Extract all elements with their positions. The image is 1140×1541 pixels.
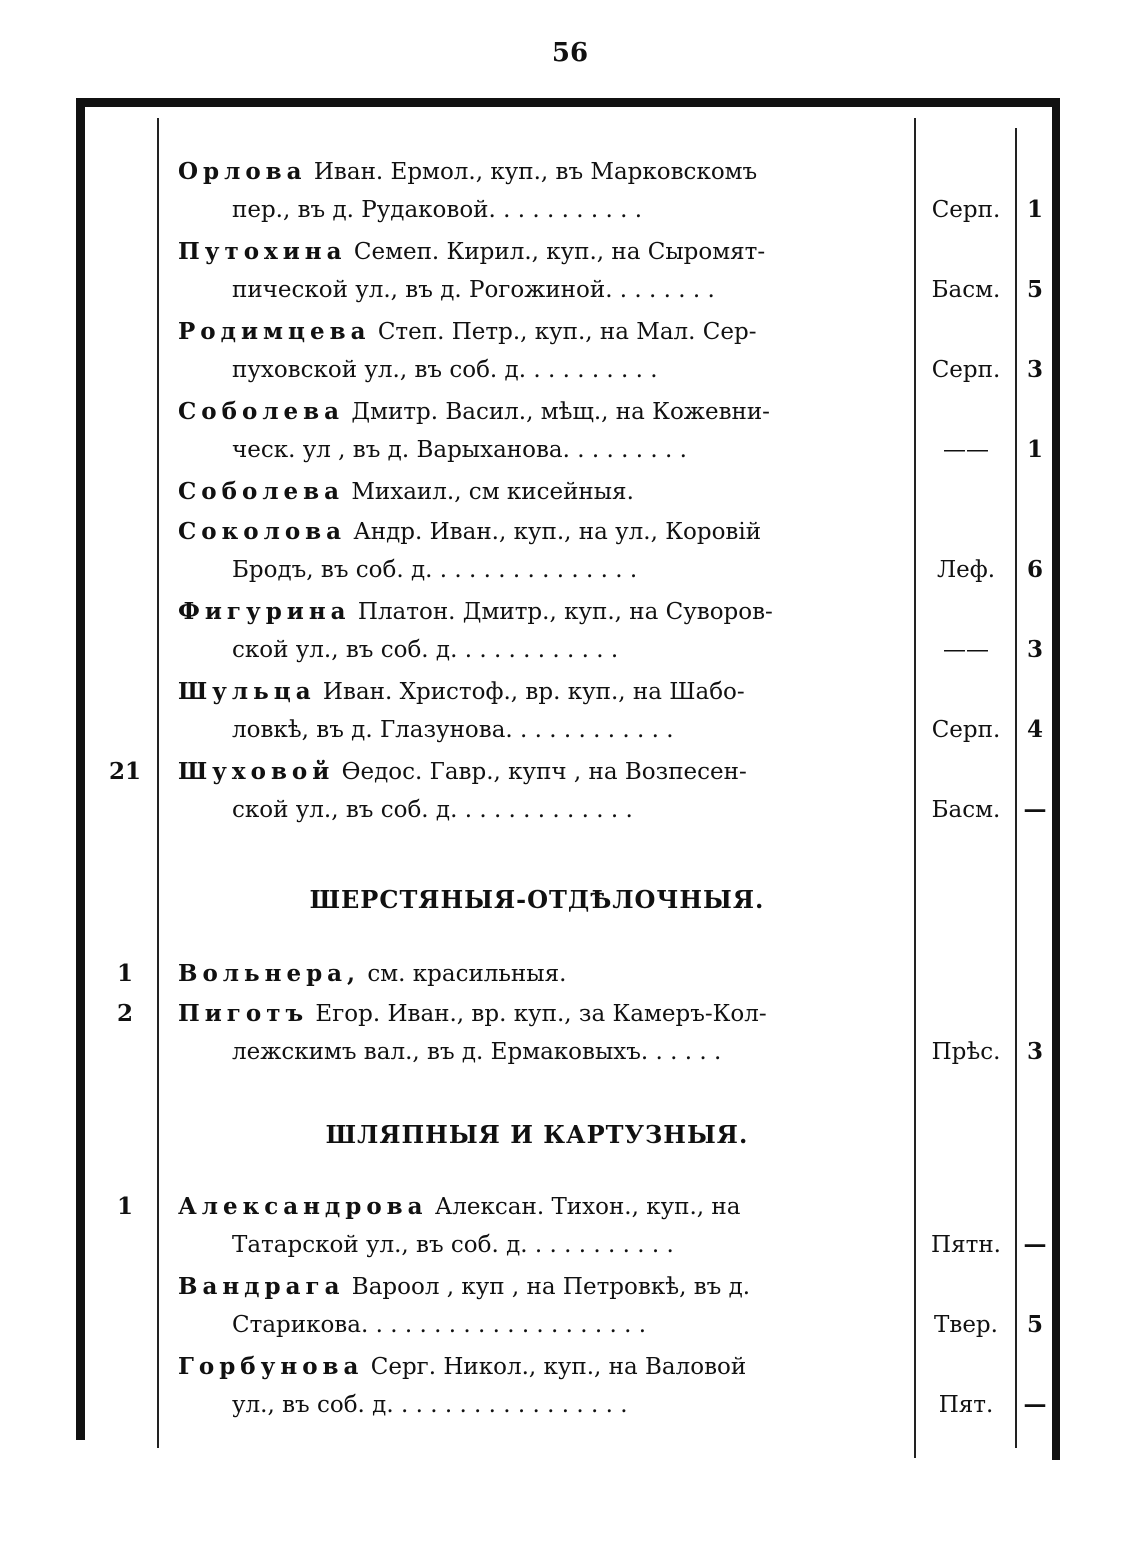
entry-district: Басм. — [931, 277, 1001, 303]
entry-details: Степ. Петр., куп., на Мал. Сер- — [370, 319, 757, 345]
entry-line-1 — [178, 593, 773, 631]
entry-quarter: 5 — [1026, 276, 1043, 303]
entry-number: 1 — [116, 1193, 133, 1220]
entry-details: Серг. Никол., куп., на Валовой — [363, 1354, 747, 1380]
entry-details: Платон. Дмитр., куп., на Суворов- — [350, 599, 773, 625]
entry-district: Серп. — [931, 717, 1001, 743]
frame-left-rule — [76, 98, 85, 1440]
entry-details: Михаил., см кисейныя. — [344, 479, 634, 505]
entry-details: Егор. Иван., вр. куп., за Камеръ-Кол- — [308, 1001, 767, 1027]
entry-quarter: 1 — [1026, 196, 1043, 223]
entry-surname: Орлова — [178, 158, 307, 185]
entry-surname: Соболева — [178, 398, 345, 425]
entry-line-1 — [178, 233, 765, 271]
entry-line-2: Бродъ, въ соб. д. . . . . . . . . . . . . . . — [232, 557, 638, 583]
entry-surname: Родимцева — [178, 318, 371, 345]
entry-line-2: ловкѣ, въ д. Глазунова. . . . . . . . . . . . — [232, 717, 674, 743]
entry-line-1 — [178, 1268, 750, 1306]
entry-district: —— — [943, 437, 989, 463]
entry-line-2: пуховской ул., въ соб. д. . . . . . . . . . — [232, 357, 658, 383]
page-number: 56 — [551, 38, 589, 68]
entry-district: Леф. — [936, 557, 996, 583]
entry-quarter: — — [1023, 1391, 1047, 1418]
entry-district: Пят. — [938, 1392, 994, 1418]
entry-line-2: ческ. ул , въ д. Варыханова. . . . . . . . . — [232, 437, 687, 463]
entry-details: Семеп. Кирил., куп., на Сыромят- — [346, 239, 766, 265]
entry-district: Твер. — [934, 1312, 998, 1338]
entry-quarter: 4 — [1026, 716, 1043, 743]
entry-quarter: 3 — [1026, 356, 1043, 383]
entry-surname: Шульца — [178, 678, 316, 705]
entry-quarter: 5 — [1026, 1311, 1043, 1338]
entry-surname: Путохина — [178, 238, 347, 265]
entry-line-1 — [178, 473, 634, 511]
entry-details: Алексан. Тихон., куп., на — [427, 1194, 741, 1220]
entry-details: Иван. Ермол., куп., въ Марковскомъ — [306, 159, 758, 185]
entry-number: 1 — [116, 960, 133, 987]
entry-surname: Соболева — [178, 478, 345, 505]
entry-details: Андр. Иван., куп., на ул., Коровій — [346, 519, 762, 545]
entry-line-2: Старикова. . . . . . . . . . . . . . . . . . . . — [232, 1312, 647, 1338]
entry-details: Иван. Христоф., вр. куп., на Шабо- — [315, 679, 745, 705]
entry-line-1 — [178, 313, 756, 351]
entry-surname: Соколова — [178, 518, 347, 545]
entry-line-1 — [178, 995, 767, 1033]
column-divider-quarter — [1015, 128, 1017, 1448]
entry-surname: Шуховой — [178, 758, 335, 785]
entry-surname: Вандрага — [178, 1273, 345, 1300]
entry-line-1 — [178, 393, 770, 431]
entry-number: 2 — [116, 1000, 133, 1027]
entry-line-2: пер., въ д. Рудаковой. . . . . . . . . . . — [232, 197, 643, 223]
entry-surname: Вольнера, — [178, 960, 361, 987]
section-title-woolen: ШЕРСТЯНЫЯ-ОТДѢЛОЧНЫЯ. — [309, 885, 765, 914]
frame-top-rule — [76, 98, 1060, 107]
entry-details: см. красильныя. — [360, 961, 567, 987]
entry-quarter: 1 — [1026, 436, 1043, 463]
entry-district: Серп. — [931, 197, 1001, 223]
entry-line-1 — [178, 955, 566, 993]
entry-line-2: ской ул., въ соб. д. . . . . . . . . . . . — [232, 637, 619, 663]
entry-line-2: Татарской ул., въ соб. д. . . . . . . . . . . — [232, 1232, 674, 1258]
entry-surname: Александрова — [178, 1193, 428, 1220]
entry-details: Ѳедос. Гавр., купч , на Возпесен- — [334, 759, 747, 785]
entry-number: 21 — [108, 758, 141, 785]
entry-line-1 — [178, 1188, 740, 1226]
entry-quarter: 3 — [1026, 636, 1043, 663]
entry-surname: Фигурина — [178, 598, 351, 625]
entry-details: Дмитр. Васил., мѣщ., на Кожевни- — [344, 399, 770, 425]
entry-district: Прѣс. — [931, 1039, 1001, 1065]
column-divider-number — [157, 118, 159, 1448]
entry-line-1 — [178, 153, 757, 191]
frame-right-rule — [1052, 98, 1060, 1460]
entry-quarter: 6 — [1026, 556, 1043, 583]
entry-surname: Горбунова — [178, 1353, 364, 1380]
column-divider-district — [914, 118, 916, 1458]
entry-quarter: — — [1023, 796, 1047, 823]
entry-line-1 — [178, 513, 761, 551]
entry-line-1 — [178, 1348, 746, 1386]
entry-line-2: ской ул., въ соб. д. . . . . . . . . . . . . — [232, 797, 633, 823]
entry-district: Пятн. — [931, 1232, 1001, 1258]
entry-surname: Пиготъ — [178, 1000, 309, 1027]
entry-district: Басм. — [931, 797, 1001, 823]
entry-district: Серп. — [931, 357, 1001, 383]
entry-line-2: ул., въ соб. д. . . . . . . . . . . . . . . . . — [232, 1392, 628, 1418]
entry-line-2: пической ул., въ д. Рогожиной. . . . . . . . — [232, 277, 715, 303]
entry-line-1 — [178, 753, 747, 791]
entry-quarter: — — [1023, 1231, 1047, 1258]
section-title-hats: ШЛЯПНЫЯ И КАРТУЗНЫЯ. — [325, 1120, 749, 1149]
entry-line-2: лежскимъ вал., въ д. Ермаковыхъ. . . . . . — [232, 1039, 722, 1065]
entry-line-1 — [178, 673, 745, 711]
entry-details: Вароол , куп , на Петровкѣ, въ д. — [344, 1274, 751, 1300]
entry-quarter: 3 — [1026, 1038, 1043, 1065]
entry-district: —— — [943, 637, 989, 663]
